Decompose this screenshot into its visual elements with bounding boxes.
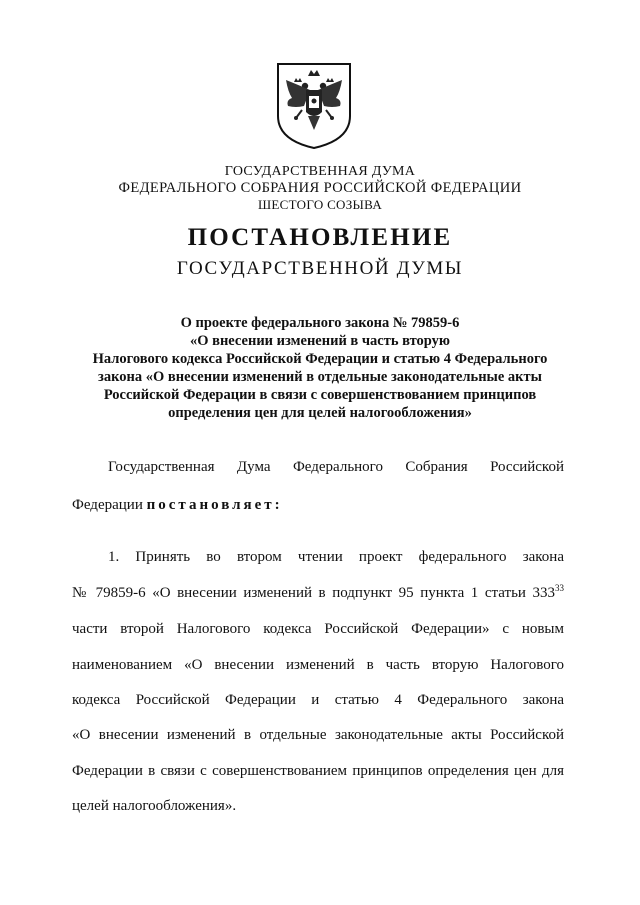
item1-line-2 <box>72 585 564 602</box>
subject-line-1: О проекте федерального закона № 79859-6 <box>180 315 460 331</box>
item1-line-2-text: № 79859-6 «О внесении изменений в подпункт 95 пункта 1 статьи 333 <box>72 585 555 601</box>
convocation-line: ШЕСТОГО СОЗЫВА <box>257 197 383 212</box>
item1-line-3: части второй Налогового кодекса Российской Федерации» с новым <box>72 621 564 637</box>
subject-line-3: Налогового кодекса Российской Федерации и статью 4 Федерального <box>92 351 548 367</box>
org-name-line-2: ФЕДЕРАЛЬНОГО СОБРАНИЯ РОССИЙСКОЙ ФЕДЕРАЦИИ <box>118 180 522 196</box>
subject-line-4: закона «О внесении изменений в отдельные законодательные акты <box>98 369 542 385</box>
item1-line-4: наименованием «О внесении изменений в часть вторую Налогового <box>72 657 564 673</box>
item1-line-1: 1. Принять во втором чтении проект федерального закона <box>108 549 564 565</box>
subject-line-6: определения цен для целей налогообложения» <box>168 405 472 421</box>
item1-line-5: кодекса Российской Федерации и статью 4 Федерального закона <box>72 692 564 708</box>
subject-line-5: Российской Федерации в связи с совершенствованием принципов <box>103 387 537 403</box>
preamble-line-1: Государственная Дума Федерального Собрания Российской <box>108 459 564 475</box>
preamble-resolves-text: постановляет: <box>146 497 283 513</box>
item1-line-7: Федерации в связи с совершенствованием принципов определения цен для <box>72 763 564 779</box>
article-superscript: 33 <box>555 583 564 593</box>
preamble-line-2 <box>72 497 564 514</box>
document-type-title: ПОСТАНОВЛЕНИЕ <box>187 224 453 251</box>
item1-line-6: «О внесении изменений в отдельные законодательные акты Российской <box>72 727 564 743</box>
org-name-line-1: ГОСУДАРСТВЕННАЯ ДУМА <box>224 164 416 179</box>
preamble-plain-text: Федерации <box>72 497 147 513</box>
document-type-subtitle: ГОСУДАРСТВЕННОЙ ДУМЫ <box>176 258 464 279</box>
coat-of-arms-emblem <box>272 58 356 150</box>
subject-line-2: «О внесении изменений в часть вторую <box>189 333 451 349</box>
item1-line-8: целей налогообложения». <box>72 798 237 814</box>
